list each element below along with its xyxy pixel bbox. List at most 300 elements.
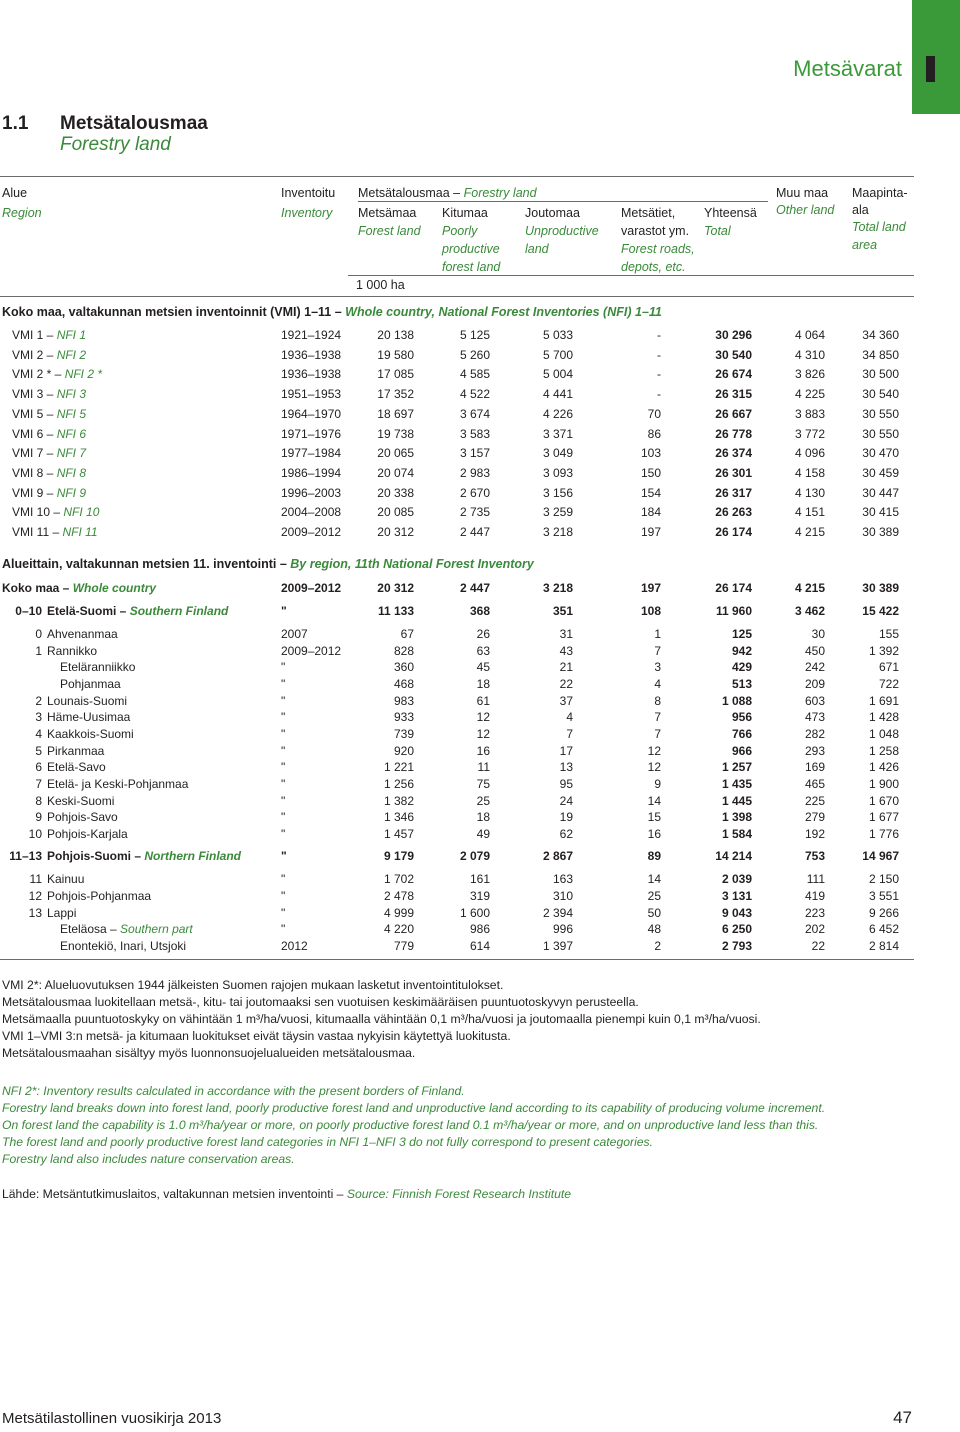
cell-c3: 24 — [559, 793, 573, 808]
cell-c3: 351 — [552, 604, 573, 618]
row-period: 2009–2012 — [281, 525, 342, 539]
row-code: 0–10 — [15, 604, 42, 618]
row-label: VMI 8 – NFI 8 — [12, 465, 87, 480]
cell-c5: 26 174 — [715, 525, 752, 539]
cell-c7: 1 426 — [868, 760, 899, 774]
row-period: " — [281, 922, 286, 936]
cell-c3: 3 093 — [542, 465, 573, 480]
row-period: 1996–2003 — [281, 485, 342, 500]
header-depots: depots, etc. — [621, 260, 686, 274]
row-code: 1 — [35, 643, 42, 658]
cell-c2: 1 600 — [459, 906, 490, 920]
row-label: Lounais-Suomi — [47, 693, 128, 708]
row-period: " — [281, 793, 286, 808]
cell-c6: 192 — [804, 827, 825, 841]
cell-c3: 3 371 — [542, 426, 573, 441]
row-label: Kainuu — [47, 872, 85, 886]
row-period: " — [281, 677, 286, 691]
cell-c1: 18 697 — [377, 406, 414, 421]
cell-c1: 19 738 — [377, 426, 414, 441]
note-fi: VMI 1–VMI 3:n metsä- ja kitumaan luokitukset eivät täysin vastaa nykyisin käytettyä luokitusta. — [2, 1029, 511, 1043]
cell-c1: 20 074 — [377, 465, 414, 480]
row-code: 12 — [28, 889, 42, 903]
cell-c4: 25 — [647, 889, 661, 903]
cell-c1: 20 138 — [377, 328, 414, 342]
cell-c7: 34 850 — [862, 347, 899, 362]
header-alue: Alue — [2, 186, 28, 200]
page-number: 47 — [893, 1408, 912, 1427]
cell-c6: 4 158 — [794, 465, 825, 480]
cell-c7: 1 428 — [868, 710, 899, 724]
cell-c4: 103 — [640, 446, 661, 461]
section-title-fi: Metsätalousmaa — [60, 113, 208, 134]
cell-c5: 1 445 — [721, 793, 752, 808]
note-en: Forestry land breaks down into forest land, poorly productive forest land and unproductive land according to its capability of producing volume increment. — [2, 1101, 826, 1115]
row-code: 2 — [35, 693, 42, 708]
cell-c7: 671 — [878, 660, 899, 674]
cell-c3: 163 — [552, 872, 573, 886]
cell-c7: 1 677 — [868, 810, 899, 824]
row-code: 11–13 — [9, 849, 42, 863]
cell-c4: 9 — [654, 777, 661, 791]
chapter-tab — [912, 0, 960, 114]
cell-c4: 154 — [640, 485, 661, 500]
cell-c6: 242 — [804, 660, 825, 674]
row-label: VMI 3 – NFI 3 — [12, 387, 87, 402]
cell-c5: 1 398 — [721, 810, 752, 824]
cell-c1: 4 220 — [383, 922, 414, 936]
cell-c7: 30 550 — [862, 406, 899, 421]
row-label: Etelä- ja Keski-Pohjanmaa — [47, 777, 189, 791]
header-productive: productive — [442, 242, 500, 256]
cell-c1: 1 382 — [383, 793, 414, 808]
row-period: 1951–1953 — [281, 387, 342, 402]
cell-c2: 61 — [476, 693, 490, 708]
row-period: " — [281, 810, 286, 824]
row-label: VMI 5 – NFI 5 — [12, 406, 87, 421]
row-period: 1986–1994 — [281, 465, 342, 480]
cell-c5: 11 960 — [715, 604, 752, 618]
cell-c3: 13 — [559, 760, 573, 774]
cell-c6: 282 — [804, 727, 825, 741]
cell-c7: 9 266 — [868, 906, 899, 920]
cell-c4: - — [657, 367, 661, 382]
header-yhteensa: Yhteensä — [704, 206, 757, 220]
cell-c7: 30 389 — [862, 581, 899, 595]
header-unproductive: Unproductive — [525, 224, 599, 238]
cell-c5: 30 540 — [715, 347, 752, 362]
row-period: " — [281, 743, 286, 758]
row-label: Kaakkois-Suomi — [47, 727, 134, 741]
cell-c4: 2 — [654, 939, 661, 953]
cell-c6: 3 883 — [794, 406, 825, 421]
cell-c5: 1 435 — [721, 777, 752, 791]
cell-c3: 3 259 — [542, 505, 573, 520]
cell-c3: 3 218 — [542, 581, 573, 595]
row-period: 1936–1938 — [281, 347, 342, 362]
row-label: VMI 2 * – NFI 2 * — [12, 367, 103, 382]
row-period: " — [281, 777, 286, 791]
cell-c5: 766 — [731, 727, 752, 741]
cell-c3: 5 033 — [542, 328, 573, 342]
cell-c5: 3 131 — [721, 889, 752, 903]
footer-title: Metsätilastollinen vuosikirja 2013 — [2, 1410, 222, 1427]
cell-c7: 30 550 — [862, 426, 899, 441]
cell-c2: 3 583 — [459, 426, 490, 441]
row-period: " — [281, 849, 287, 863]
cell-c3: 21 — [559, 660, 573, 674]
row-label: Pohjois-Suomi – Northern Finland — [47, 849, 242, 863]
header-varastot: varastot ym. — [621, 224, 690, 238]
row-period: " — [281, 693, 286, 708]
cell-c6: 293 — [804, 743, 825, 758]
row-label: VMI 9 – NFI 9 — [12, 485, 87, 500]
cell-c4: 108 — [640, 604, 661, 618]
cell-c4: 7 — [654, 727, 661, 741]
cell-c6: 279 — [804, 810, 825, 824]
row-code: 7 — [35, 777, 42, 791]
cell-c3: 22 — [559, 677, 573, 691]
cell-c7: 1 900 — [868, 777, 899, 791]
cell-c3: 4 441 — [542, 387, 573, 402]
note-en: The forest land and poorly productive forest land categories in NFI 1–NFI 3 do not fully correspond to present categories. — [2, 1135, 654, 1149]
cell-c4: 197 — [640, 525, 661, 539]
header-metsatiet: Metsätiet, — [621, 206, 676, 220]
cell-c1: 360 — [393, 660, 414, 674]
cell-c2: 2 670 — [459, 485, 490, 500]
cell-c6: 4 215 — [794, 525, 825, 539]
cell-c1: 739 — [393, 727, 414, 741]
cell-c1: 20 065 — [377, 446, 414, 461]
cell-c2: 16 — [476, 743, 490, 758]
row-code: 6 — [35, 760, 42, 774]
cell-c7: 2 150 — [868, 872, 899, 886]
row-label: Pirkanmaa — [47, 743, 105, 758]
row-label: Lappi — [47, 906, 77, 920]
cell-c4: 16 — [647, 827, 661, 841]
part2-title: Alueittain, valtakunnan metsien 11. inventointi – By region, 11th National Forest Inventory — [2, 557, 534, 571]
cell-c4: 184 — [640, 505, 661, 520]
chapter-mark — [926, 56, 935, 82]
cell-c3: 2 394 — [542, 906, 573, 920]
cell-c6: 223 — [804, 906, 825, 920]
row-code: 10 — [28, 827, 42, 841]
cell-c4: 12 — [647, 743, 661, 758]
cell-c2: 4 522 — [459, 387, 490, 402]
cell-c2: 5 260 — [459, 347, 490, 362]
cell-c4: - — [657, 328, 661, 342]
cell-c7: 6 452 — [868, 922, 899, 936]
cell-c6: 4 064 — [794, 328, 825, 342]
row-label: Pohjanmaa — [60, 677, 121, 691]
header-bottom-rule — [0, 296, 914, 297]
row-period: 2012 — [281, 939, 308, 953]
header-unit-rule — [348, 275, 914, 276]
cell-c1: 920 — [393, 743, 414, 758]
cell-c5: 26 315 — [715, 387, 752, 402]
cell-c5: 26 778 — [715, 426, 752, 441]
row-label: Etelä-Suomi – Southern Finland — [47, 604, 229, 618]
cell-c1: 1 346 — [383, 810, 414, 824]
header-sub-rule — [358, 201, 768, 202]
cell-c6: 202 — [804, 922, 825, 936]
row-label: Pohjois-Pohjanmaa — [47, 889, 152, 903]
row-period: 1921–1924 — [281, 328, 342, 342]
row-period: 2009–2012 — [281, 581, 342, 595]
cell-c2: 2 983 — [459, 465, 490, 480]
cell-c3: 62 — [559, 827, 573, 841]
header-forest-land: Forest land — [358, 224, 421, 238]
row-label: VMI 1 – NFI 1 — [12, 328, 87, 342]
row-period: 1971–1976 — [281, 426, 342, 441]
note-fi: VMI 2*: Alueluovutuksen 1944 jälkeisten Suomen rajojen mukaan lasketut inventointitulokset. — [2, 978, 504, 992]
cell-c1: 933 — [393, 710, 414, 724]
unit-label: 1 000 ha — [356, 278, 405, 292]
cell-c2: 368 — [469, 604, 490, 618]
row-label: Pohjois-Savo — [47, 810, 118, 824]
cell-c7: 1 776 — [868, 827, 899, 841]
header-joutomaa: Joutomaa — [525, 206, 580, 220]
cell-c3: 2 867 — [542, 849, 573, 863]
cell-c6: 169 — [804, 760, 825, 774]
header-area: area — [852, 238, 878, 252]
note-en: On forest land the capability is 1.0 m³/ha/year or more, on poorly productive forest land 0.1 m³/ha/year or more, and on unproductive land less than this. — [2, 1118, 819, 1132]
cell-c4: 70 — [647, 406, 661, 421]
row-period: 2007 — [281, 627, 308, 641]
cell-c2: 2 447 — [459, 581, 490, 595]
cell-c2: 63 — [476, 643, 490, 658]
note-fi: Metsämaalla puuntuotoskyky on vähintään 1 m³/ha/vuosi, kitumaalla vähintään 0,1 m³/ha/vuosi ja joutomaalla pienempi kuin 0,1 m³/ha/vuosi. — [2, 1012, 761, 1026]
cell-c3: 19 — [559, 810, 573, 824]
cell-c6: 209 — [804, 677, 825, 691]
cell-c7: 30 459 — [862, 465, 899, 480]
cell-c7: 30 500 — [862, 367, 899, 382]
row-label: Häme-Uusimaa — [47, 710, 131, 724]
cell-c2: 986 — [469, 922, 490, 936]
cell-c7: 722 — [878, 677, 899, 691]
cell-c3: 310 — [552, 889, 573, 903]
cell-c1: 1 256 — [383, 777, 414, 791]
cell-c5: 956 — [731, 710, 752, 724]
cell-c3: 3 218 — [542, 525, 573, 539]
header-ala: ala — [852, 203, 869, 217]
cell-c5: 942 — [731, 643, 752, 658]
cell-c4: 197 — [640, 581, 661, 595]
row-label: Rannikko — [47, 643, 98, 658]
cell-c7: 30 540 — [862, 387, 899, 402]
cell-c4: 86 — [647, 426, 661, 441]
cell-c6: 465 — [804, 777, 825, 791]
cell-c7: 30 389 — [862, 525, 899, 539]
section-title-en: Forestry land — [60, 134, 171, 155]
cell-c7: 30 447 — [862, 485, 899, 500]
cell-c3: 17 — [559, 743, 573, 758]
row-period: " — [281, 889, 286, 903]
row-label: Enontekiö, Inari, Utsjoki — [60, 939, 187, 953]
row-label: VMI 2 – NFI 2 — [12, 347, 87, 362]
row-code: 9 — [35, 810, 42, 824]
header-kitumaa: Kitumaa — [442, 206, 488, 220]
cell-c3: 4 226 — [542, 406, 573, 421]
row-label: VMI 6 – NFI 6 — [12, 426, 87, 441]
cell-c7: 1 670 — [868, 793, 899, 808]
cell-c3: 5 700 — [542, 347, 573, 362]
cell-c5: 26 674 — [715, 367, 752, 382]
cell-c7: 1 691 — [868, 693, 899, 708]
cell-c7: 14 967 — [862, 849, 899, 863]
note-fi: Metsätalousmaahan sisältyy myös luonnonsuojelualueiden metsätalousmaa. — [2, 1046, 416, 1060]
row-period: " — [281, 727, 286, 741]
cell-c2: 5 125 — [459, 328, 490, 342]
cell-c4: 4 — [654, 677, 661, 691]
cell-c1: 4 999 — [383, 906, 414, 920]
cell-c5: 966 — [731, 743, 752, 758]
cell-c6: 3 462 — [794, 604, 825, 618]
cell-c2: 12 — [476, 727, 490, 741]
cell-c5: 513 — [731, 677, 752, 691]
cell-c7: 3 551 — [868, 889, 899, 903]
cell-c4: 12 — [647, 760, 661, 774]
row-label: Ahvenanmaa — [47, 627, 118, 641]
row-period: " — [281, 906, 286, 920]
header-top-rule — [0, 176, 914, 177]
cell-c6: 473 — [804, 710, 825, 724]
cell-c1: 20 312 — [377, 525, 414, 539]
cell-c7: 1 258 — [868, 743, 899, 758]
cell-c6: 4 310 — [794, 347, 825, 362]
cell-c5: 26 374 — [715, 446, 752, 461]
cell-c5: 26 301 — [715, 465, 752, 480]
cell-c5: 1 257 — [721, 760, 752, 774]
cell-c2: 319 — [469, 889, 490, 903]
cell-c1: 11 133 — [377, 604, 414, 618]
cell-c6: 225 — [804, 793, 825, 808]
cell-c6: 450 — [804, 643, 825, 658]
note-en: NFI 2*: Inventory results calculated in accordance with the present borders of Finland. — [2, 1084, 465, 1098]
cell-c7: 34 360 — [862, 328, 899, 342]
row-code: 3 — [35, 710, 42, 724]
cell-c2: 45 — [476, 660, 490, 674]
cell-c3: 996 — [552, 922, 573, 936]
header-forest-land2: forest land — [442, 260, 501, 274]
row-period: " — [281, 827, 286, 841]
cell-c4: - — [657, 387, 661, 402]
cell-c6: 4 096 — [794, 446, 825, 461]
row-label: VMI 7 – NFI 7 — [12, 446, 87, 461]
cell-c5: 9 043 — [721, 906, 752, 920]
cell-c2: 3 674 — [459, 406, 490, 421]
cell-c3: 37 — [559, 693, 573, 708]
cell-c1: 19 580 — [377, 347, 414, 362]
cell-c4: 15 — [647, 810, 661, 824]
cell-c2: 12 — [476, 710, 490, 724]
row-code: 0 — [35, 627, 42, 641]
cell-c4: 14 — [647, 872, 661, 886]
row-period: 2004–2008 — [281, 505, 342, 520]
cell-c3: 95 — [559, 777, 573, 791]
cell-c2: 2 447 — [459, 525, 490, 539]
cell-c5: 30 296 — [715, 328, 752, 342]
header-inventoitu: Inventoitu — [281, 186, 336, 200]
cell-c1: 1 702 — [383, 872, 414, 886]
cell-c7: 2 814 — [868, 939, 899, 953]
cell-c6: 4 151 — [794, 505, 825, 520]
header-metsamaa: Metsämaa — [358, 206, 417, 220]
cell-c1: 1 457 — [383, 827, 414, 841]
cell-c1: 17 085 — [377, 367, 414, 382]
cell-c2: 49 — [476, 827, 490, 841]
cell-c7: 155 — [878, 627, 899, 641]
cell-c5: 26 174 — [715, 581, 752, 595]
cell-c5: 1 584 — [721, 827, 752, 841]
row-period: 1964–1970 — [281, 406, 342, 421]
cell-c5: 2 039 — [721, 872, 752, 886]
row-label: Eteläranniikko — [60, 660, 136, 674]
chapter-title: Metsävarat — [793, 56, 902, 81]
source-line: Lähde: Metsäntutkimuslaitos, valtakunnan metsien inventointi – Source: Finnish Forest Research Institute — [2, 1187, 572, 1201]
cell-c4: 7 — [654, 643, 661, 658]
row-code: 13 — [28, 906, 42, 920]
row-period: " — [281, 710, 286, 724]
header-forest-roads: Forest roads, — [621, 242, 695, 256]
cell-c6: 4 130 — [794, 485, 825, 500]
cell-c7: 15 422 — [862, 604, 899, 618]
cell-c2: 4 585 — [459, 367, 490, 382]
row-label: Keski-Suomi — [47, 793, 115, 808]
cell-c7: 30 415 — [862, 505, 899, 520]
part1-title: Koko maa, valtakunnan metsien inventoinnit (VMI) 1–11 – Whole country, National Forest Inventories (NFI) 1–11 — [2, 305, 662, 319]
cell-c3: 43 — [559, 643, 573, 658]
row-label: Pohjois-Karjala — [47, 827, 128, 841]
cell-c5: 14 214 — [715, 849, 752, 863]
cell-c6: 4 225 — [794, 387, 825, 402]
row-label: Etelä-Savo — [47, 760, 106, 774]
cell-c4: 48 — [647, 922, 661, 936]
row-code: 4 — [35, 727, 42, 741]
cell-c6: 111 — [806, 872, 825, 886]
row-period: " — [281, 660, 286, 674]
header-total-land: Total land — [852, 220, 906, 234]
row-label: Koko maa – Whole country — [2, 581, 157, 595]
cell-c5: 429 — [731, 660, 752, 674]
header-other-land: Other land — [776, 203, 835, 217]
table-bottom-rule — [0, 959, 914, 960]
note-en: Forestry land also includes nature conservation areas. — [2, 1152, 295, 1166]
cell-c4: 3 — [654, 660, 661, 674]
cell-c6: 603 — [804, 693, 825, 708]
cell-c6: 30 — [811, 627, 825, 641]
cell-c4: 50 — [647, 906, 661, 920]
section-number: 1.1 — [2, 113, 29, 134]
row-label: VMI 10 – NFI 10 — [12, 505, 100, 520]
row-code: 8 — [35, 793, 42, 808]
cell-c1: 983 — [393, 693, 414, 708]
row-period: " — [281, 872, 286, 886]
cell-c6: 4 215 — [794, 581, 825, 595]
row-period: " — [281, 604, 287, 618]
cell-c6: 22 — [811, 939, 825, 953]
cell-c5: 26 263 — [715, 505, 752, 520]
row-code: 11 — [29, 872, 42, 886]
cell-c5: 26 317 — [715, 485, 752, 500]
cell-c4: 89 — [647, 849, 661, 863]
cell-c7: 30 470 — [862, 446, 899, 461]
cell-c1: 1 221 — [383, 760, 414, 774]
cell-c3: 3 156 — [542, 485, 573, 500]
cell-c2: 614 — [469, 939, 490, 953]
cell-c7: 1 048 — [868, 727, 899, 741]
cell-c1: 20 312 — [377, 581, 414, 595]
